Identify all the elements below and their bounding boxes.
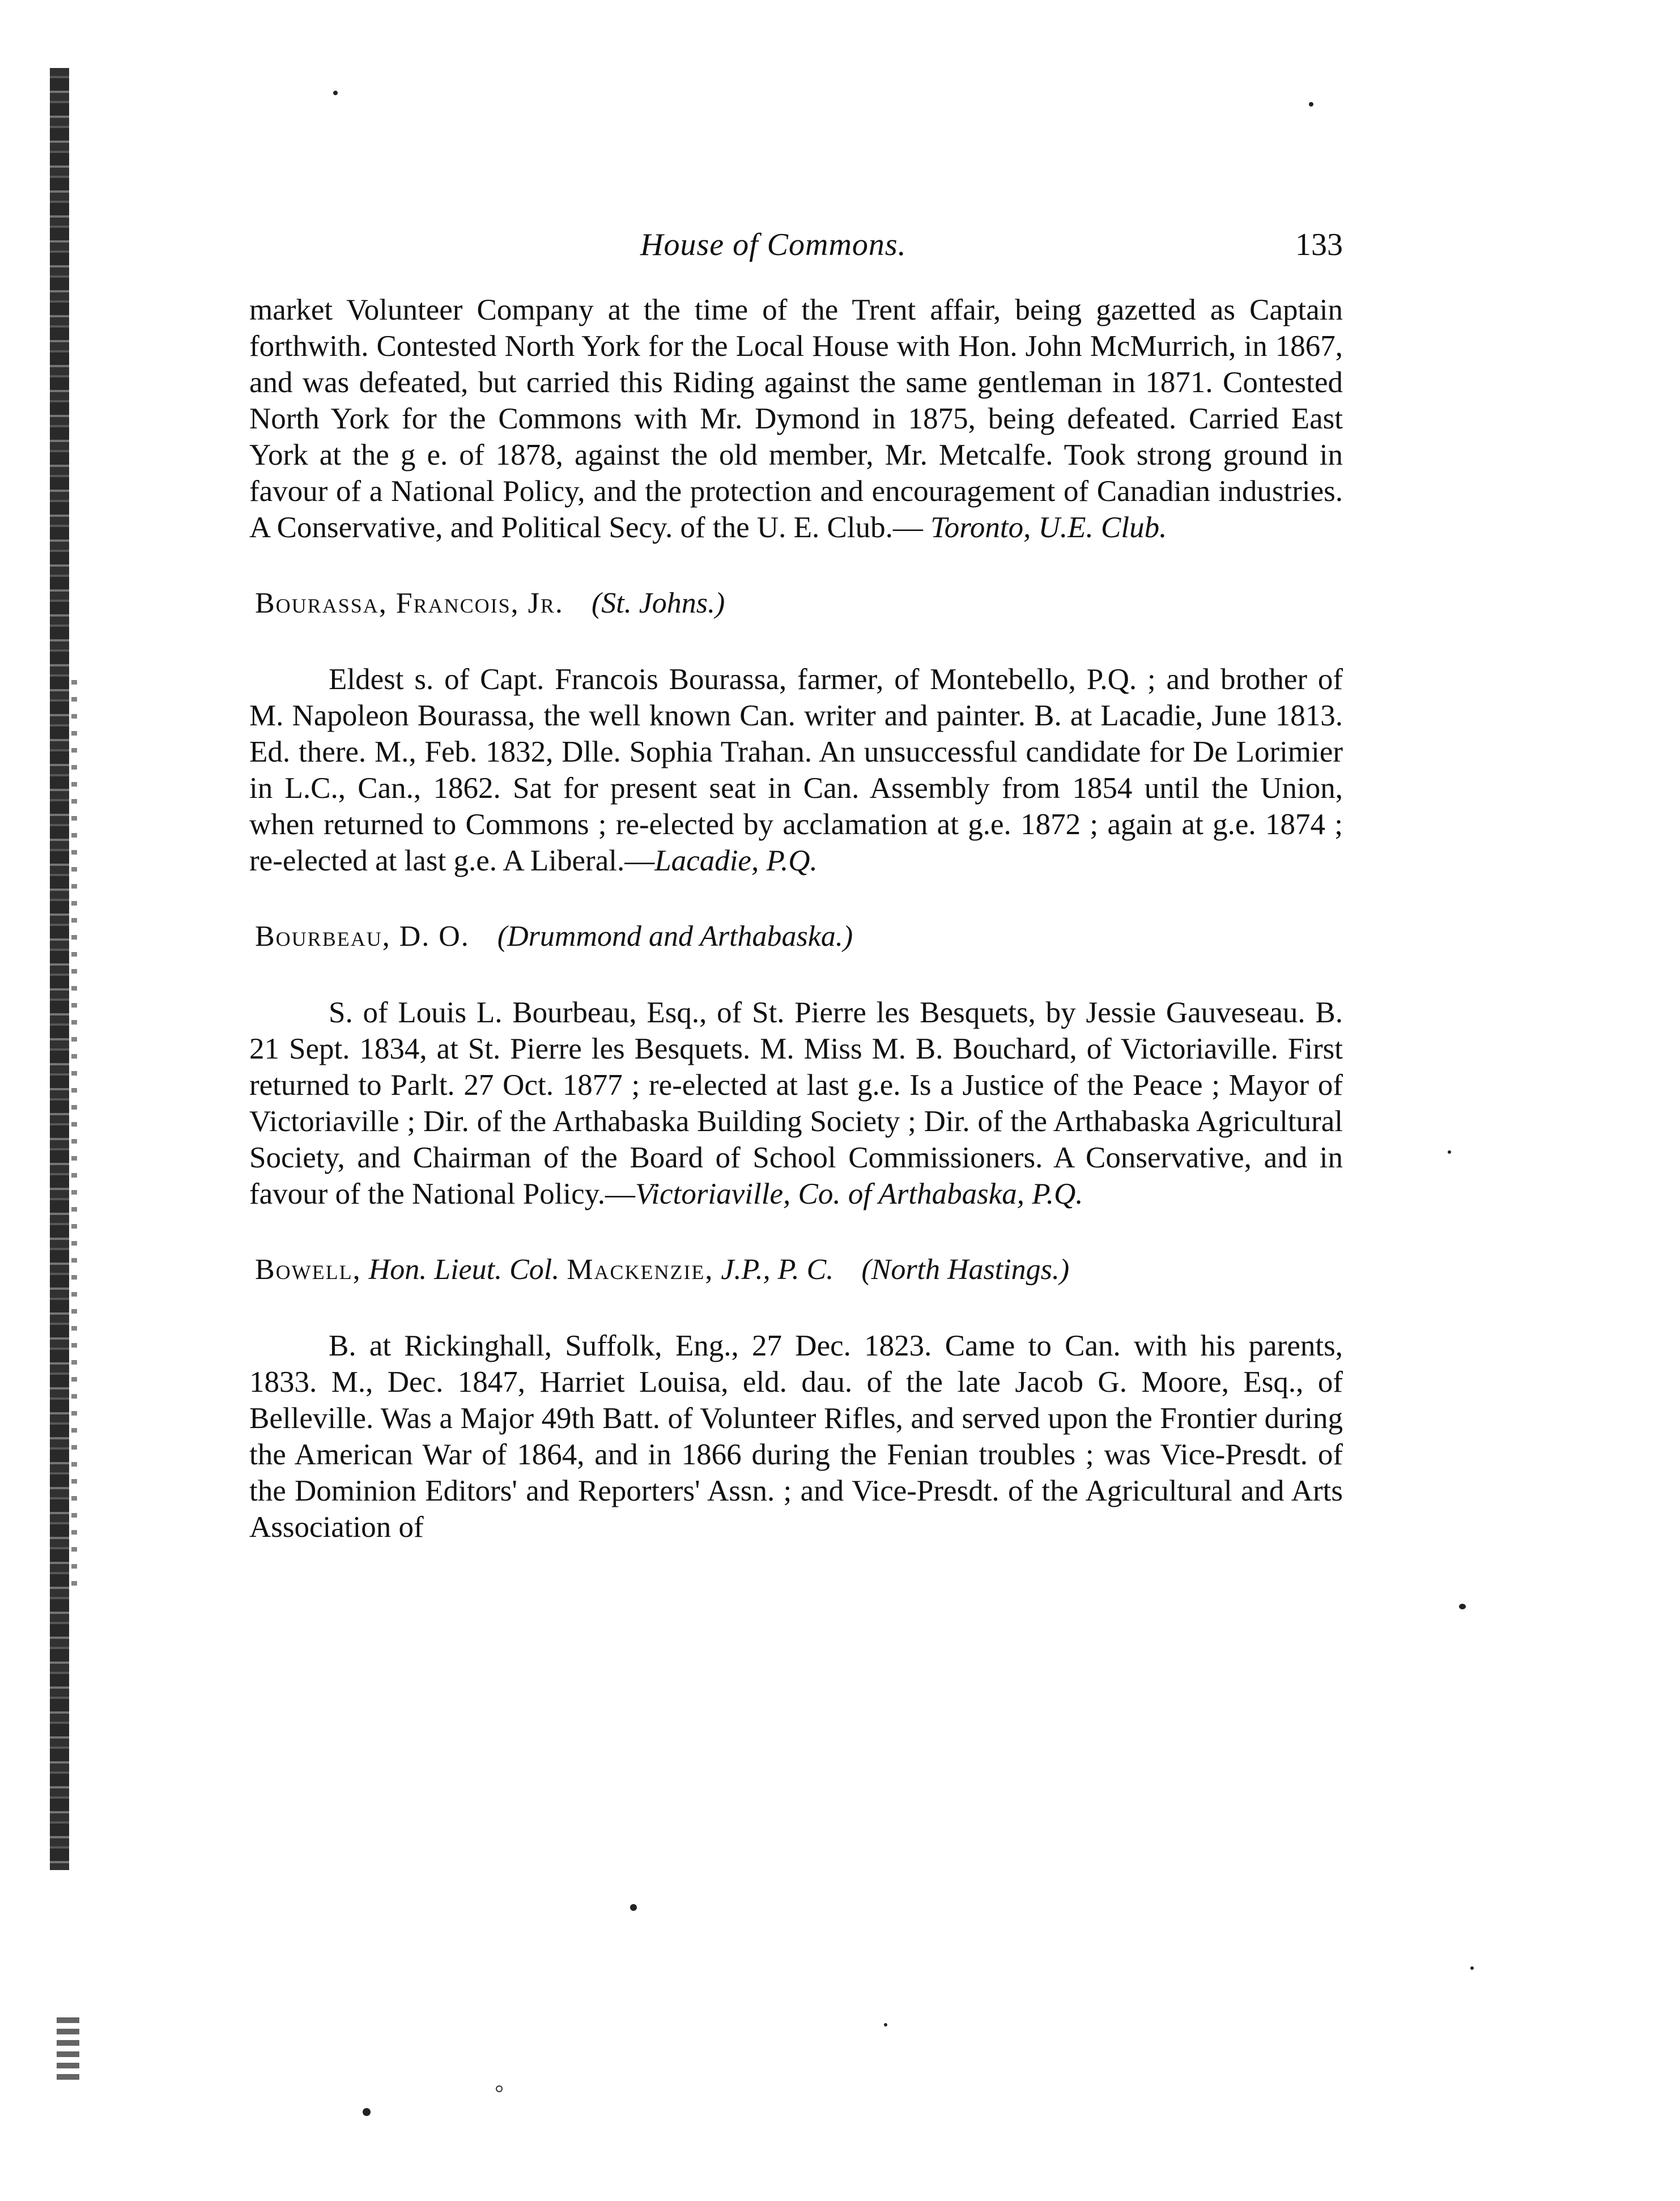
- entry-constituency: (St. Johns.): [591, 587, 725, 619]
- scan-speck: [333, 91, 338, 95]
- scan-speck: [1309, 102, 1313, 107]
- scan-speck: [1448, 1150, 1451, 1154]
- entry-heading-bourbeau: [255, 919, 1343, 955]
- entry-body-bourassa: [249, 661, 1343, 879]
- entry-text: S. of Louis L. Bourbeau, Esq., of St. Pierre les Besquets, by Jessie Gauveseau. B. 21 Sept. 1834, at St. Pierre les Besquets. M. Miss M. B. Bouchard, of Victoriaville. First returned to Parlt. 27 Oct. 1877 ; re-elected at last g.e. Is a Justice of the Peace ; Mayor of Victoriaville ; Dir. of the Arthabaska Building Society ; Dir. of the Arthabaska Agricultural Society, and Chairman of the Board of School Commissioners. A Conservative, and in favour of the National Policy.—: [249, 996, 1343, 1210]
- entry-heading-bowell: [255, 1252, 1343, 1288]
- continuation-paragraph: [249, 292, 1343, 546]
- page-number: 133: [1295, 227, 1343, 262]
- entry-text: B. at Rickinghall, Suffolk, Eng., 27 Dec. 1823. Came to Can. with his parents, 1833. M., Dec. 1847, Harriet Louisa, eld. dau. of the late Jacob G. Moore, Esq., of Belleville. Was a Major 49th Batt. of Volunteer Rifles, and served upon the Frontier during the American War of 1864, and in 1866 during the Fenian troubles ; was Vice-Presdt. of the Dominion Editors' and Reporters' Assn. ; and Vice-Presdt. of the Agricultural and Arts Association of: [249, 1329, 1343, 1544]
- entry-name: Bourbeau, D. O.: [255, 920, 470, 953]
- scan-speck: [363, 2108, 371, 2116]
- entry-constituency: (North Hastings.): [861, 1254, 1070, 1286]
- entry-name: Bourassa, Francois, Jr.: [255, 587, 564, 619]
- continuation-residence: Toronto, U.E. Club.: [930, 511, 1167, 544]
- running-title: House of Commons.: [640, 227, 907, 262]
- continuation-text: market Volunteer Company at the time of the Trent affair, being gazetted as Captain forthwith. Contested North York for the Local House with Hon. John McMurrich, in 1867, and was defeated, but carried this Riding against the same gentleman in 1871. Contested North York for the Commons with Mr. Dymond in 1875, being defeated. Carried East York at the g e. of 1878, against the old member, Mr. Metcalfe. Took strong ground in favour of a National Policy, and the protection and encouragement of Canadian industries. A Conservative, and Political Secy. of the U. E. Club.—: [249, 294, 1343, 544]
- entry-suffix: J.P., P. C.: [721, 1254, 834, 1286]
- scan-speck: [1470, 1966, 1474, 1970]
- entry-body-bowell: [249, 1328, 1343, 1545]
- binding-edge-shadow: [50, 68, 69, 1870]
- scan-speck: [884, 2023, 887, 2026]
- entry-constituency: (Drummond and Arthabaska.): [497, 920, 853, 953]
- entry-title: Hon. Lieut. Col.: [368, 1254, 560, 1286]
- entry-surname: Bowell,: [255, 1254, 361, 1286]
- page-header: [249, 227, 1343, 266]
- entry-given-name: Mackenzie,: [567, 1254, 714, 1286]
- entry-heading-bourassa: [255, 585, 1343, 622]
- scan-speck: [496, 2085, 503, 2092]
- page-body: [249, 292, 1343, 1545]
- entry-body-bourbeau: [249, 995, 1343, 1212]
- entry-text: Eldest s. of Capt. Francois Bourassa, farmer, of Montebello, P.Q. ; and brother of M. Napoleon Bourassa, the well known Can. writer and painter. B. at Lacadie, June 1813. Ed. there. M., Feb. 1832, Dlle. Sophia Trahan. An unsuccessful candidate for De Lorimier in L.C., Can., 1862. Sat for present seat in Can. Assembly from 1854 until the Union, when returned to Commons ; re-elected by acclamation at g.e. 1872 ; again at g.e. 1874 ; re-elected at last g.e. A Liberal.—: [249, 663, 1343, 877]
- entry-residence: Lacadie, P.Q.: [654, 844, 818, 877]
- binding-foot-mark: [57, 2017, 79, 2080]
- scan-speck: [1459, 1604, 1466, 1609]
- scan-speck: [630, 1904, 637, 1911]
- entry-residence: Victoriaville, Co. of Arthabaska, P.Q.: [635, 1178, 1083, 1210]
- binding-edge-shadow-thin: [71, 680, 77, 1587]
